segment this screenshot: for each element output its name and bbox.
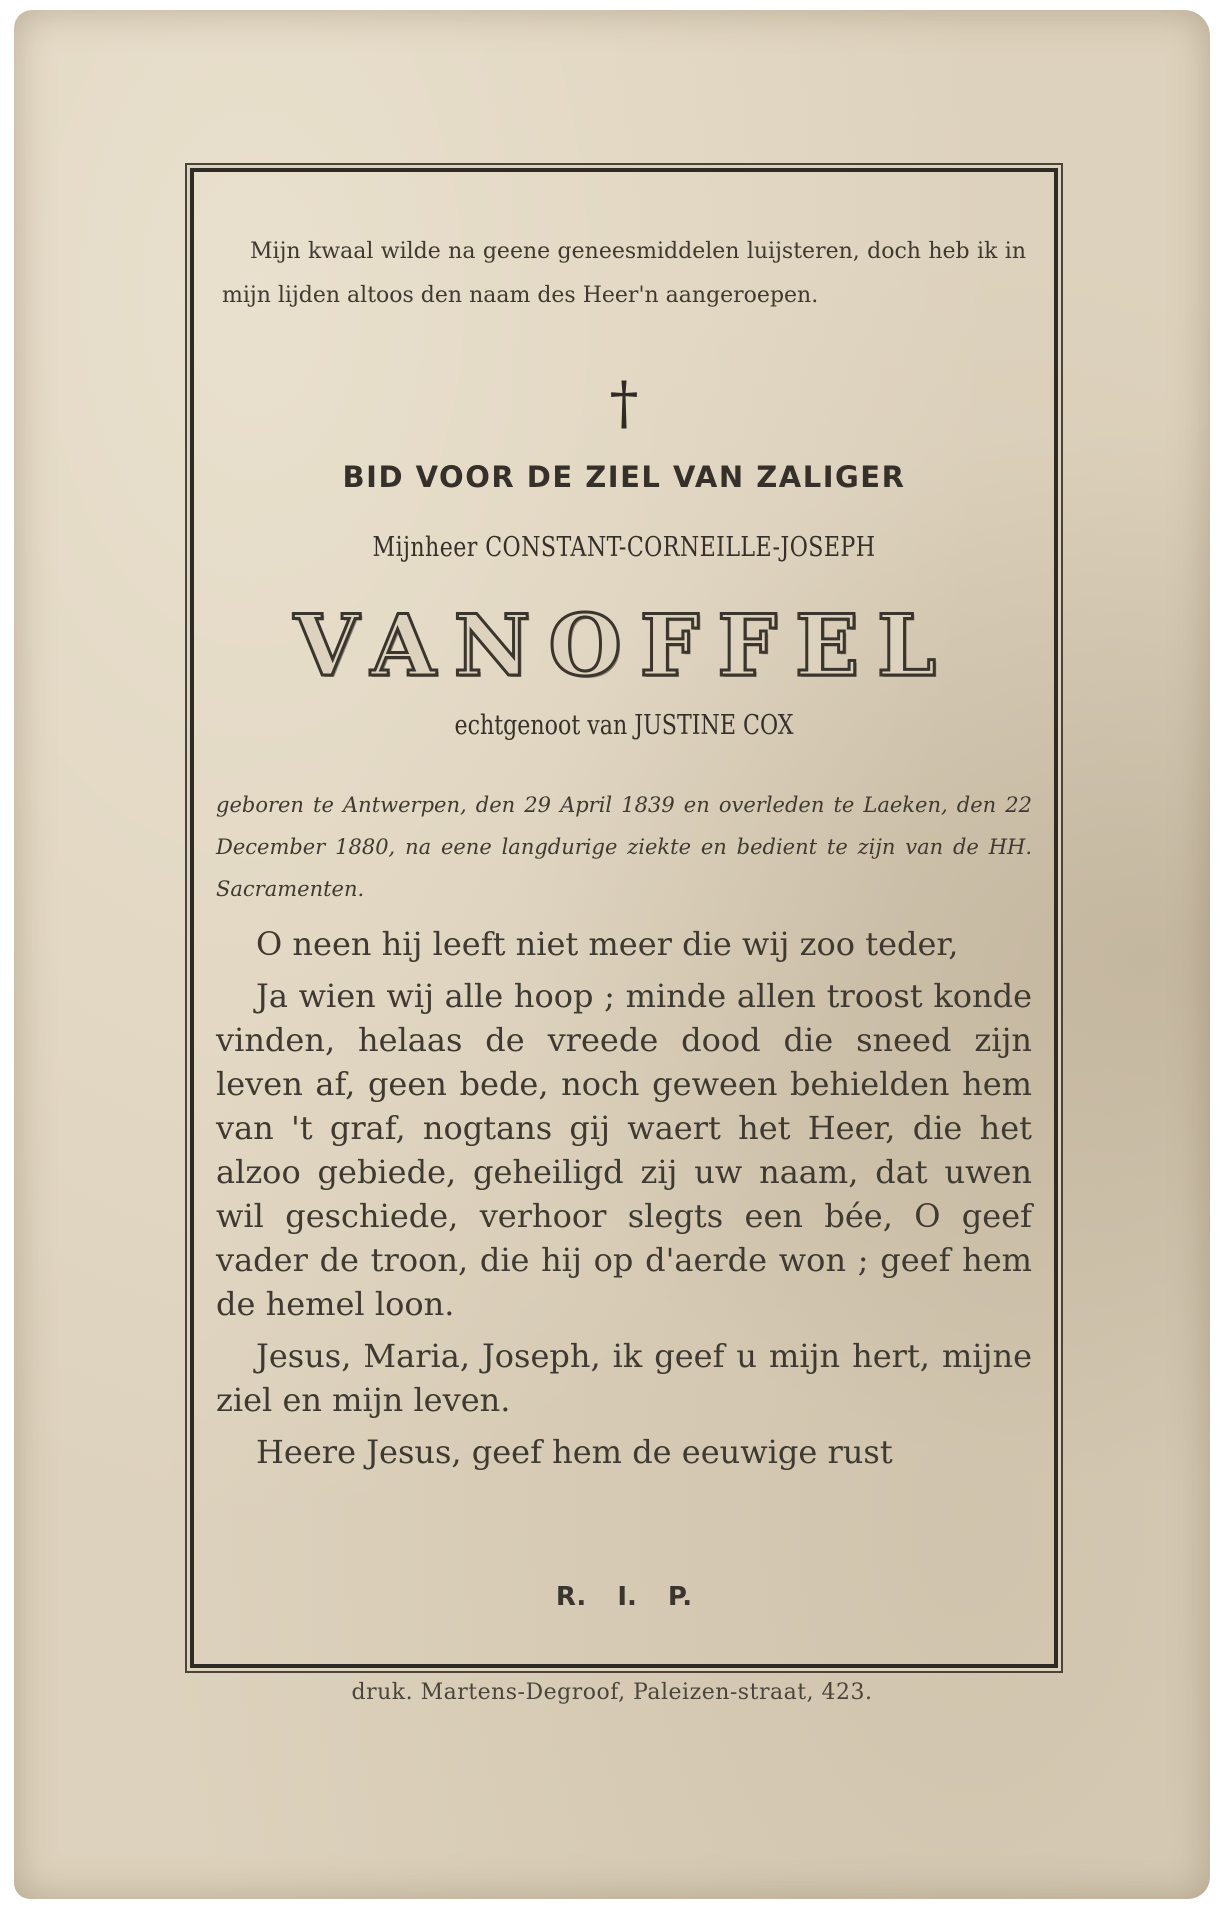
prayer-heading: BID VOOR DE ZIEL VAN ZALIGER [342,460,906,494]
memorial-card [14,10,1210,1899]
cross-icon: † [609,369,639,437]
deceased-given-names: Mijnheer CONSTANT-CORNEILLE-JOSEPH [372,532,876,563]
poem-stanza: Heere Jesus, geef hem de eeuwige rust [256,1433,893,1471]
poem-stanza: Jesus, Maria, Joseph, ik geef u mijn hert, mijne ziel en mijn leven. [216,1337,1032,1419]
poem-block [194,922,1054,1482]
birth-death-dates: geboren te Antwerpen, den 29 April 1839 en overleden te Laeken, den 22 December 1880, na eene langdurige ziekte en bedient te zijn van de HH. Sacramenten. [216,793,1032,901]
poem-stanza: Ja wien wij alle hoop ; minde allen troost konde vinden, helaas de vreede dood die sneed zijn leven af, geen bede, noch geween behielden hem van 't graf, nogtans gij waert het Heer, die het alzoo gebiede, geheiligd zij uw naam, dat uwen wil geschiede, verhoor slegts een bée, O geef vader de troon, die hij op d'aerde won ; geef hem de hemel loon. [216,977,1032,1323]
rip-text: R. I. P. [555,1582,693,1612]
deceased-surname: VANOFFEL [293,596,955,695]
poem-stanza: O neen hij leeft niet meer die wij zoo teder, [256,925,959,963]
spouse-line: echtgenoot van JUSTINE COX [454,710,794,741]
card-border-frame [190,168,1058,1668]
printer-credit: druk. Martens-Degroof, Paleizen-straat, 423. [351,1680,873,1705]
epigraph-text: Mijn kwaal wilde na geene geneesmiddelen luijsteren, doch heb ik in mijn lijden altoos den naam des Heer'n aangeroepen. [222,239,1026,308]
